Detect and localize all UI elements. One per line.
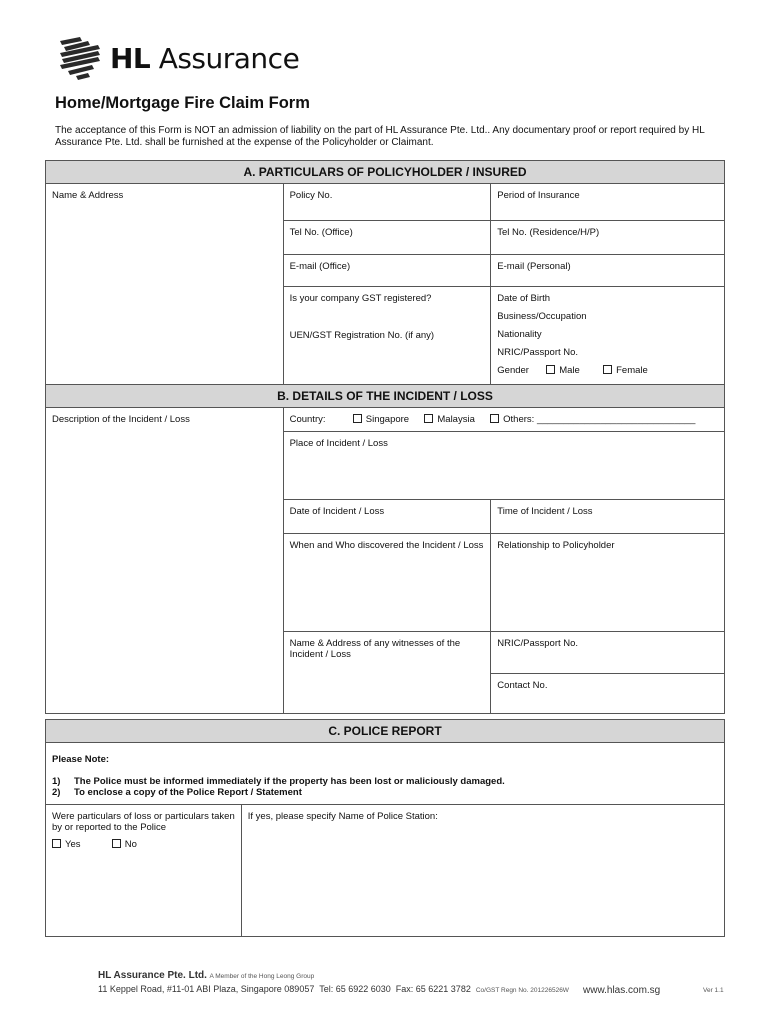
footer-address: 11 Keppel Road, #11-01 ABI Plaza, Singapore 089057 bbox=[98, 984, 315, 994]
company-logo bbox=[58, 34, 299, 82]
description-field[interactable]: Description of the Incident / Loss bbox=[46, 408, 284, 714]
police-note: Please Note: 1) The Police must be informed immediately if the property has been lost or maliciously damaged. 2) To enclose a copy of the Police Report / Statement bbox=[46, 743, 725, 805]
section-c-table bbox=[45, 719, 725, 937]
brand-name: HL Assurance bbox=[110, 41, 300, 75]
nric-label: NRIC/Passport No. bbox=[497, 347, 579, 358]
footer-company: HL Assurance Pte. Ltd. bbox=[98, 970, 207, 981]
tel-residence-field[interactable]: Tel No. (Residence/H/P) bbox=[491, 221, 725, 255]
section-a-table bbox=[45, 160, 725, 385]
footer-member: A Member of the Hong Leong Group bbox=[209, 973, 315, 980]
section-a-heading: A. PARTICULARS OF POLICYHOLDER / INSURED bbox=[46, 161, 725, 184]
email-personal-field[interactable]: E-mail (Personal) bbox=[491, 255, 725, 287]
footer-reg: Co/GST Regn No. 201226526W bbox=[475, 987, 569, 994]
name-address-field[interactable]: Name & Address bbox=[46, 184, 284, 385]
personal-details-field[interactable] bbox=[491, 287, 725, 385]
hl-stripes-logo-icon bbox=[58, 35, 102, 81]
gst-question: Is your company GST registered? bbox=[289, 293, 432, 304]
yes-checkbox[interactable] bbox=[52, 839, 61, 848]
footer-website[interactable]: www.hlas.com.sg bbox=[583, 985, 661, 996]
country-row: Country: Singapore Malaysia Others: ______________________________ bbox=[283, 408, 724, 432]
time-field[interactable]: Time of Incident / Loss bbox=[491, 500, 725, 534]
police-station-field[interactable]: If yes, please specify Name of Police Station: bbox=[241, 805, 724, 937]
email-office-field[interactable]: E-mail (Office) bbox=[283, 255, 491, 287]
footer-version: Ver 1.1 bbox=[703, 987, 724, 994]
malaysia-checkbox[interactable] bbox=[424, 414, 433, 423]
relationship-field[interactable]: Relationship to Policyholder bbox=[491, 534, 725, 632]
nationality-label: Nationality bbox=[497, 329, 542, 340]
tel-office-field[interactable]: Tel No. (Office) bbox=[283, 221, 491, 255]
note-1: The Police must be informed immediately if the property has been lost or maliciously damaged. bbox=[74, 776, 505, 787]
gst-field[interactable] bbox=[283, 287, 491, 385]
gender-row: Gender Male Female bbox=[497, 365, 648, 376]
footer bbox=[98, 969, 569, 997]
female-checkbox[interactable] bbox=[603, 365, 612, 374]
date-field[interactable]: Date of Incident / Loss bbox=[283, 500, 491, 534]
discovered-field[interactable]: When and Who discovered the Incident / Loss bbox=[283, 534, 491, 632]
section-b-table bbox=[45, 384, 725, 714]
footer-tel: Tel: 65 6922 6030 bbox=[319, 984, 391, 994]
section-b-heading: B. DETAILS OF THE INCIDENT / LOSS bbox=[46, 385, 725, 408]
reported-field: Were particulars of loss or particulars taken by or reported to the Police Yes No bbox=[46, 805, 242, 937]
uen-label: UEN/GST Registration No. (if any) bbox=[289, 330, 435, 341]
page-title: Home/Mortgage Fire Claim Form bbox=[55, 94, 310, 112]
reported-question: Were particulars of loss or particulars taken by or reported to the Police bbox=[52, 811, 235, 833]
occupation-label: Business/Occupation bbox=[497, 311, 587, 322]
please-note: Please Note: bbox=[52, 754, 110, 765]
intro-text: The acceptance of this Form is NOT an admission of liability on the part of HL Assurance Pte. Ltd.. Any documentary proof or report required by HL Assurance Pte. Ltd. shall be furnished at the expense of the Policyholder or Claimant. bbox=[55, 125, 705, 148]
witnesses-field[interactable]: Name & Address of any witnesses of the Incident / Loss bbox=[283, 632, 491, 714]
others-checkbox[interactable] bbox=[490, 414, 499, 423]
dob-label: Date of Birth bbox=[497, 293, 551, 304]
period-field[interactable]: Period of Insurance bbox=[491, 184, 725, 221]
footer-fax: Fax: 65 6221 3782 bbox=[395, 984, 471, 994]
section-c-heading: C. POLICE REPORT bbox=[46, 720, 725, 743]
others-input[interactable]: Others: ______________________________ bbox=[503, 414, 696, 425]
place-field[interactable]: Place of Incident / Loss bbox=[283, 432, 724, 500]
no-checkbox[interactable] bbox=[112, 839, 121, 848]
policy-no-field[interactable]: Policy No. bbox=[283, 184, 491, 221]
witness-nric-field[interactable]: NRIC/Passport No. bbox=[491, 632, 725, 674]
contact-field[interactable]: Contact No. bbox=[491, 674, 725, 714]
singapore-checkbox[interactable] bbox=[353, 414, 362, 423]
note-2: To enclose a copy of the Police Report / Statement bbox=[74, 787, 302, 798]
male-checkbox[interactable] bbox=[546, 365, 555, 374]
